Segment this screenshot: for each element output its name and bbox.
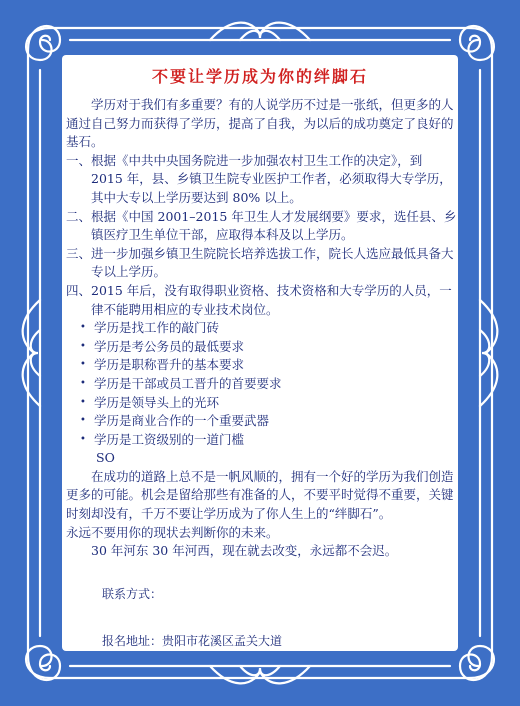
bullet-item: • 学历是干部或员工晋升的首要要求	[80, 375, 458, 394]
so-label: SO	[96, 450, 115, 466]
point-text: 根据《中共中央国务院进一步加强农村卫生工作的决定》，到 2015 年，县、乡镇卫生院专业医护工作者，必须取得大专学历，其中大专以上学历要达到 80% 以上。	[91, 152, 452, 205]
closing-paragraph: 在成功的道路上总不是一帆风顺的，拥有一个好的学历为我们创造更多的可能。机会是留给那些有准备的人，不要平时觉得不重要，关键时刻却没有，千万不要让学历成为了你人生上的“绊脚石”。	[66, 468, 454, 522]
closing-line: 永远不要用你的现状去判断你的未来。	[66, 524, 279, 540]
bullet-item: • 学历是商业合作的一个重要武器	[80, 412, 458, 431]
page-title: 不要让学历成为你的绊脚石	[151, 67, 368, 86]
point-number: 三、	[66, 245, 92, 261]
contact-label: 联系方式：	[102, 587, 163, 601]
point-number: 二、	[66, 208, 92, 224]
intro-paragraph: 学历对于我们有多重要？有的人说学历不过是一张纸，但更多的人通过自己努力而获得了学历，提高了自我，为以后的成功奠定了良好的基石。	[66, 97, 454, 150]
address-text: 报名地址：贵阳市花溪区孟关大道	[102, 634, 283, 648]
point-3	[66, 245, 458, 282]
point-4	[66, 282, 458, 319]
bullet-item: • 学历是找工作的敲门砖	[80, 319, 458, 338]
point-text: 进一步加强乡镇卫生院院长培养选拔工作，院长人选应最低具备大专以上学历。	[91, 245, 454, 280]
document-body	[66, 96, 458, 561]
point-number: 一、	[66, 152, 92, 168]
bullet-item: • 学历是职称晋升的基本要求	[80, 356, 458, 375]
bullet-item: • 学历是考公务员的最低要求	[80, 338, 458, 357]
point-text: 2015 年后，没有取得职业资格、技术资格和大专学历的人员，一律不能聘用相应的专业技术岗位。	[91, 282, 452, 317]
point-text: 根据《中国 2001–2015 年卫生人才发展纲要》要求，选任县、乡镇医疗卫生单位干部，应取得本科及以上学历。	[91, 208, 457, 243]
bullet-item: • 学历是领导头上的光环	[80, 394, 458, 413]
motto-line: 30 年河东 30 年河西，现在就去改变，永远都不会迟。	[91, 543, 398, 559]
point-1	[66, 152, 458, 208]
bullet-item: • 学历是工资级别的一道门槛	[80, 431, 458, 450]
point-number: 四、	[66, 282, 92, 298]
bullet-list	[66, 319, 458, 449]
point-2	[66, 208, 458, 245]
